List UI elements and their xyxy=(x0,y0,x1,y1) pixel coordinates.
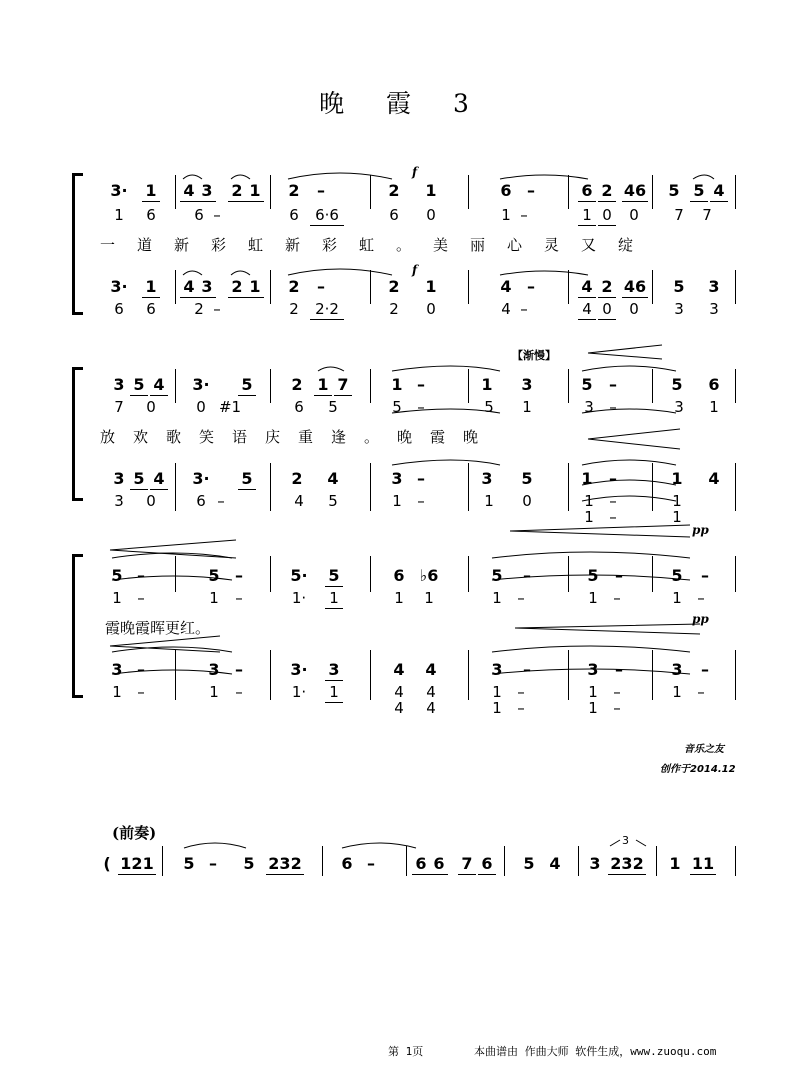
system-1 xyxy=(0,165,790,318)
note: 5 xyxy=(328,492,338,510)
note: – xyxy=(527,181,535,200)
dynamic-pianissimo: pp xyxy=(692,612,709,626)
note: 5 xyxy=(238,469,256,490)
note: 1 xyxy=(672,683,682,701)
note: 6 xyxy=(578,181,596,202)
note: 5 xyxy=(111,566,123,585)
note: – xyxy=(697,589,705,607)
title-char-2: 霞 xyxy=(386,89,414,118)
note: 5 xyxy=(690,181,708,202)
note: – xyxy=(317,277,325,296)
note: 6 xyxy=(478,854,496,875)
note: 1 xyxy=(584,492,594,510)
note: 6 xyxy=(430,854,448,875)
note: 1 xyxy=(391,375,403,394)
note: 3· xyxy=(290,660,308,679)
note: 1 xyxy=(114,206,124,224)
note: – xyxy=(235,566,243,585)
note: 2·2 xyxy=(310,299,344,320)
note: – xyxy=(613,699,621,717)
note: 3 xyxy=(708,277,720,296)
note: 0 xyxy=(426,300,436,318)
note: – xyxy=(523,566,531,585)
dynamic-forte: f xyxy=(412,263,418,277)
note: 6 xyxy=(146,300,156,318)
note: 5 xyxy=(491,566,503,585)
note: 1 xyxy=(492,589,502,607)
note: 2 xyxy=(288,181,300,200)
note: 2 xyxy=(228,181,246,202)
note: – xyxy=(523,660,531,679)
note: 2 xyxy=(389,300,399,318)
note: – xyxy=(137,683,145,701)
note: 0 xyxy=(598,299,616,320)
note: – xyxy=(417,469,425,488)
note: – xyxy=(527,277,535,296)
note: 5 xyxy=(671,375,683,394)
note: 4 xyxy=(710,181,728,202)
note: 5 xyxy=(484,398,494,416)
prelude-slurs xyxy=(0,820,790,890)
note: 1 xyxy=(709,398,719,416)
note: 1 xyxy=(142,181,160,202)
note: 7 xyxy=(114,398,124,416)
note: 1 xyxy=(425,277,437,296)
note: 6 xyxy=(196,492,206,510)
credit-source: 音乐之友 xyxy=(684,744,724,755)
note: – xyxy=(613,683,621,701)
note: 1 xyxy=(588,683,598,701)
note: 7 xyxy=(674,206,684,224)
note: 1 xyxy=(484,492,494,510)
note: – xyxy=(209,854,217,873)
title-number: 3 xyxy=(453,89,471,118)
note: – xyxy=(317,181,325,200)
note: 6 xyxy=(194,206,204,224)
note: 3 xyxy=(671,660,683,679)
note: – xyxy=(701,660,709,679)
note: 4 xyxy=(501,300,511,318)
note: 1 xyxy=(672,589,682,607)
note: 4 xyxy=(393,660,405,679)
note: 1 xyxy=(325,588,343,609)
note: 1 xyxy=(246,277,264,298)
note: 1 xyxy=(522,398,532,416)
note: 5 xyxy=(587,566,599,585)
note: 4 xyxy=(578,299,596,320)
note: 1 xyxy=(425,181,437,200)
note: 1 xyxy=(672,492,682,510)
note: 7 xyxy=(702,206,712,224)
note: 1 xyxy=(394,589,404,607)
note: 1 xyxy=(588,589,598,607)
note: 3 xyxy=(208,660,220,679)
lyric-word: 霞晚霞晖更红。 xyxy=(105,619,211,637)
note: 5 xyxy=(673,277,685,296)
note: 3· xyxy=(110,277,128,296)
slurs-and-hairpins xyxy=(0,345,790,535)
credit-created: 创作于2014.12 xyxy=(660,764,736,775)
note: 0 xyxy=(196,398,206,416)
score-title xyxy=(0,84,790,120)
note: 2 xyxy=(291,375,303,394)
note: 6 xyxy=(393,566,405,585)
note: 6 xyxy=(114,300,124,318)
note: – xyxy=(609,375,617,394)
note: 5 xyxy=(392,398,402,416)
note: 6 xyxy=(341,854,353,873)
note: 3 xyxy=(584,398,594,416)
note: 0 xyxy=(598,205,616,226)
note: 2 xyxy=(228,277,246,298)
note: 5 xyxy=(671,566,683,585)
note: 1 xyxy=(481,375,493,394)
note: 0 xyxy=(522,492,532,510)
note: – xyxy=(615,566,623,585)
note: – xyxy=(609,492,617,510)
note: 46 xyxy=(623,181,647,200)
system-2 xyxy=(0,345,790,537)
note: 5 xyxy=(183,854,195,873)
lyrics-line: 放欢歌笑语庆重逢。晚霞晚 xyxy=(100,428,497,446)
note: 3 xyxy=(198,277,216,298)
note: 2 xyxy=(388,277,400,296)
note: 6 xyxy=(500,181,512,200)
note: – xyxy=(697,683,705,701)
note: 0 xyxy=(426,206,436,224)
note: 3 xyxy=(589,854,601,873)
note: 4 xyxy=(180,181,198,202)
note: 2 xyxy=(598,277,616,298)
note: ( xyxy=(103,854,111,873)
note: 5 xyxy=(325,566,343,587)
note: 0 xyxy=(629,300,639,318)
note: – xyxy=(235,660,243,679)
note: – xyxy=(609,398,617,416)
title-char-1: 晚 xyxy=(319,89,347,118)
note: 3 xyxy=(521,375,533,394)
note: 1 xyxy=(112,683,122,701)
note: – xyxy=(213,300,221,318)
note: 2 xyxy=(288,277,300,296)
note: 4 xyxy=(708,469,720,488)
note: 1 xyxy=(584,508,594,526)
note: – xyxy=(609,469,617,488)
note: 3 xyxy=(391,469,403,488)
note: 1 xyxy=(578,205,596,226)
note: 4 xyxy=(394,683,404,701)
note: 1 xyxy=(314,375,332,396)
note: 4 xyxy=(425,660,437,679)
note: – xyxy=(235,589,243,607)
note: – xyxy=(613,589,621,607)
note: 3 xyxy=(587,660,599,679)
note: 1 xyxy=(246,181,264,202)
note: 1· xyxy=(291,589,307,607)
note: 3 xyxy=(113,375,125,394)
note: 4 xyxy=(426,699,436,717)
note: 5 xyxy=(130,469,148,490)
note: 1 xyxy=(112,589,122,607)
note: 2 xyxy=(388,181,400,200)
dynamic-pianissimo: pp xyxy=(692,523,709,537)
note: 5 xyxy=(521,469,533,488)
note: 6 xyxy=(294,398,304,416)
dynamic-forte: f xyxy=(412,165,418,179)
note: 4 xyxy=(394,699,404,717)
note: 1 xyxy=(492,683,502,701)
note: 232 xyxy=(608,854,646,875)
prelude-label: (前奏) xyxy=(112,824,157,842)
note: – xyxy=(417,375,425,394)
note: – xyxy=(367,854,375,873)
note: 7 xyxy=(458,854,476,875)
note: – xyxy=(517,589,525,607)
note: 1 xyxy=(501,206,511,224)
note: – xyxy=(520,300,528,318)
note: 6·6 xyxy=(310,205,344,226)
note: 6 xyxy=(708,375,720,394)
note: 4 xyxy=(150,469,168,490)
note: 1 xyxy=(581,469,593,488)
note: 2 xyxy=(291,469,303,488)
note: 4 xyxy=(294,492,304,510)
note: 0 xyxy=(146,492,156,510)
generator-note: 本曲谱由 作曲大师 软件生成，www.zuoqu.com xyxy=(474,1045,717,1058)
note: 3 xyxy=(674,300,684,318)
note: 5 xyxy=(668,181,680,200)
note: 6 xyxy=(146,206,156,224)
note: 1 xyxy=(671,469,683,488)
note: 5 xyxy=(208,566,220,585)
note: 3· xyxy=(110,181,128,200)
note: 4 xyxy=(180,277,198,298)
note: – xyxy=(520,206,528,224)
note: 1 xyxy=(325,682,343,703)
note: 5 xyxy=(328,398,338,416)
page-number: 第 1页 xyxy=(388,1045,424,1058)
note: 3 xyxy=(709,300,719,318)
note: 3 xyxy=(674,398,684,416)
note: 4 xyxy=(578,277,596,298)
note: 3 xyxy=(111,660,123,679)
note: – xyxy=(235,683,243,701)
note: 3 xyxy=(198,181,216,202)
note: 0 xyxy=(629,206,639,224)
note: 1 xyxy=(424,589,434,607)
note: 4 xyxy=(327,469,339,488)
note: 1 xyxy=(672,508,682,526)
slurs-and-hairpins xyxy=(0,540,790,730)
note: – xyxy=(517,683,525,701)
note: 5 xyxy=(523,854,535,873)
note: 232 xyxy=(266,854,304,875)
note: #1 xyxy=(218,398,242,416)
note: 4 xyxy=(426,683,436,701)
note: 46 xyxy=(623,277,647,296)
note: 5 xyxy=(243,854,255,873)
note: 1 xyxy=(142,277,160,298)
note: 6 xyxy=(412,854,430,875)
note: 3 xyxy=(113,469,125,488)
system-3 xyxy=(0,540,790,717)
note: 0 xyxy=(146,398,156,416)
note: 5· xyxy=(290,566,308,585)
note: 7 xyxy=(334,375,352,396)
note: 3· xyxy=(192,375,210,394)
note: 121 xyxy=(118,854,156,875)
note: – xyxy=(137,589,145,607)
note: 3 xyxy=(325,660,343,681)
note: – xyxy=(217,492,225,510)
note: 6 xyxy=(389,206,399,224)
prelude-section xyxy=(0,820,790,890)
note: 3· xyxy=(192,469,210,488)
note: – xyxy=(417,492,425,510)
note: 1 xyxy=(492,699,502,717)
note: 5 xyxy=(238,375,256,396)
tempo-mark: 【渐慢】 xyxy=(512,349,556,362)
note: 1 xyxy=(392,492,402,510)
note: 2 xyxy=(194,300,204,318)
note: 3 xyxy=(114,492,124,510)
note: 3 xyxy=(481,469,493,488)
note: ♭6 xyxy=(419,566,439,585)
note: – xyxy=(609,508,617,526)
note: 1 xyxy=(588,699,598,717)
note: – xyxy=(417,398,425,416)
note: 1 xyxy=(209,589,219,607)
note: 4 xyxy=(549,854,561,873)
note: 6 xyxy=(289,206,299,224)
triplet-mark: 3 xyxy=(622,834,629,847)
note: 4 xyxy=(500,277,512,296)
note: 5 xyxy=(130,375,148,396)
note: – xyxy=(517,699,525,717)
note: 1 xyxy=(209,683,219,701)
note: – xyxy=(137,660,145,679)
note: – xyxy=(615,660,623,679)
note: 5 xyxy=(581,375,593,394)
lyrics-line: 一道新彩虹新彩虹。美丽心灵又绽 xyxy=(100,236,656,254)
note: 11 xyxy=(691,854,715,873)
note: – xyxy=(213,206,221,224)
note: 1· xyxy=(291,683,307,701)
note: 3 xyxy=(491,660,503,679)
note: – xyxy=(137,566,145,585)
note: 2 xyxy=(289,300,299,318)
note: 1 xyxy=(669,854,681,873)
slurs xyxy=(0,165,790,315)
note: 2 xyxy=(598,181,616,202)
note: 4 xyxy=(150,375,168,396)
note: – xyxy=(701,566,709,585)
